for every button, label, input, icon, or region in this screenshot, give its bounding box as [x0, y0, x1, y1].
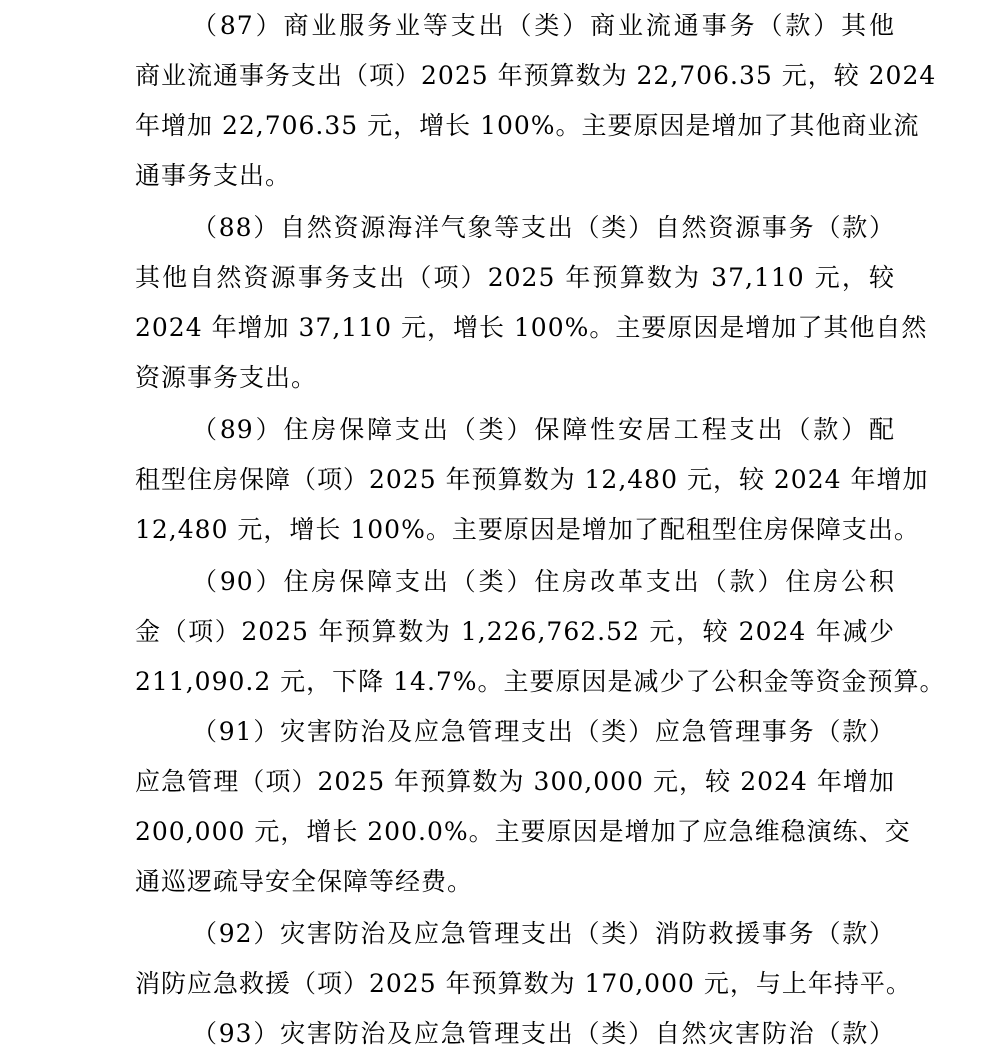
paragraph-line: 通巡逻疏导安全保障等经费。	[135, 867, 474, 896]
paragraph-line: 租型住房保障（项）2025 年预算数为 12,480 元，较 2024 年增加	[135, 465, 929, 494]
paragraph-line: （88）自然资源海洋气象等支出（类）自然资源事务（款）	[192, 213, 895, 242]
paragraph-line: （92）灾害防治及应急管理支出（类）消防救援事务（款）	[192, 919, 895, 948]
paragraph-line: 商业流通事务支出（项）2025 年预算数为 22,706.35 元，较 2024	[135, 61, 937, 90]
paragraph-line: 金（项）2025 年预算数为 1,226,762.52 元，较 2024 年减少	[135, 617, 895, 646]
paragraph-line: （93）灾害防治及应急管理支出（类）自然灾害防治（款）	[192, 1019, 895, 1048]
paragraph-line: 211,090.2 元，下降 14.7%。主要原因是减少了公积金等资金预算。	[135, 667, 946, 696]
paragraph-line: 12,480 元，增长 100%。主要原因是增加了配租型住房保障支出。	[135, 515, 920, 544]
paragraph-line: 资源事务支出。	[135, 363, 318, 392]
paragraph-line: 通事务支出。	[135, 161, 292, 190]
paragraph-line: （91）灾害防治及应急管理支出（类）应急管理事务（款）	[192, 717, 895, 746]
paragraph-line: 2024 年增加 37,110 元，增长 100%。主要原因是增加了其他自然	[135, 313, 928, 342]
paragraph-line: 年增加 22,706.35 元，增长 100%。主要原因是增加了其他商业流	[135, 111, 920, 140]
paragraph-line: 200,000 元，增长 200.0%。主要原因是增加了应急维稳演练、交	[135, 817, 911, 846]
paragraph-line: （89）住房保障支出（类）保障性安居工程支出（款）配	[192, 415, 895, 444]
paragraph-line: （90）住房保障支出（类）住房改革支出（款）住房公积	[192, 567, 895, 596]
paragraph-line: 其他自然资源事务支出（项）2025 年预算数为 37,110 元，较	[135, 263, 895, 292]
paragraph-line: （87）商业服务业等支出（类）商业流通事务（款）其他	[192, 11, 895, 40]
paragraph-line: 应急管理（项）2025 年预算数为 300,000 元，较 2024 年增加	[135, 767, 895, 796]
paragraph-line: 消防应急救援（项）2025 年预算数为 170,000 元，与上年持平。	[135, 969, 912, 998]
